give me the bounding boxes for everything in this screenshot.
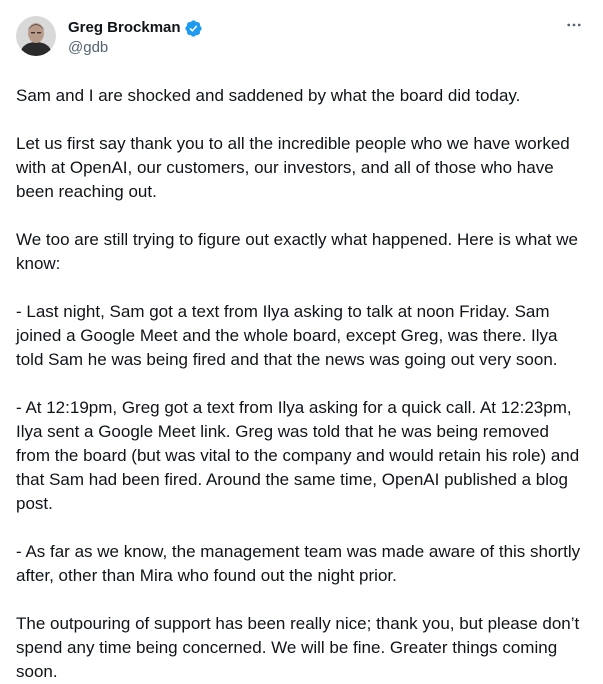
tweet-paragraph: - At 12:19pm, Greg got a text from Ilya asking for a quick call. At 12:23pm, Ilya sent a Google Meet link. Greg was told that he was being removed from the board (but was vital to the company and would retain his role) and that Sam had been fired. Around the same time, OpenAI published a blog post. <box>16 398 580 513</box>
author-identity <box>68 18 203 58</box>
tweet-paragraph: Sam and I are shocked and saddened by what the board did today. <box>16 86 521 105</box>
tweet-paragraph: - As far as we know, the management team was made aware of this shortly after, other than Mira who found out the night prior. <box>16 542 581 585</box>
tweet-text <box>16 84 587 684</box>
name-row <box>68 18 203 38</box>
tweet-header <box>16 12 587 60</box>
verified-badge-icon[interactable] <box>184 19 203 38</box>
avatar-image <box>16 16 56 56</box>
author-display-name[interactable]: Greg Brockman <box>68 19 181 36</box>
tweet-paragraph: The outpouring of support has been really nice; thank you, but please don’t spend any time being concerned. We will be fine. Greater things coming soon. <box>16 614 580 681</box>
tweet-paragraph: We too are still trying to figure out exactly what happened. Here is what we know: <box>16 230 578 273</box>
more-icon[interactable] <box>563 14 585 36</box>
author-handle[interactable]: @gdb <box>68 39 109 56</box>
avatar[interactable] <box>16 16 56 56</box>
tweet-paragraph: - Last night, Sam got a text from Ilya asking to talk at noon Friday. Sam joined a Google Meet and the whole board, except Greg, was there. Ilya told Sam he was being fired and that the news was going out very soon. <box>16 302 558 369</box>
tweet-paragraph: Let us first say thank you to all the incredible people who we have worked with at OpenAI, our customers, our investors, and all of those who have been reaching out. <box>16 134 570 201</box>
